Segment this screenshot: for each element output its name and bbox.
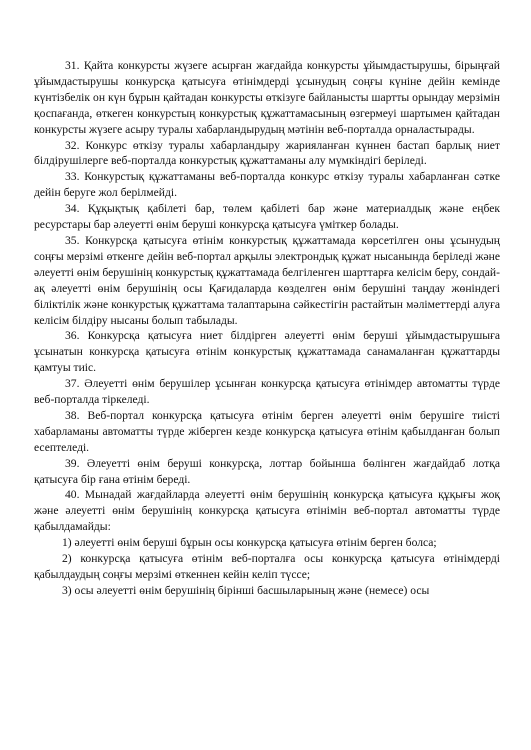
list-item-3: 3) осы әлеуетті өнім берушінің бірінші басшыларының және (немесе) осы [62,583,430,597]
list-item-1: 1) әлеуетті өнім беруші бұрын осы конкурсқа қатысуға өтінім берген болса; [62,536,437,550]
paragraph-35: 35. Конкурсқа қатысуға өтінім конкурстық құжаттамада көрсетілген оны ұсынудың соңғы мерзімі өткенге дейін веб-портал арқылы электрондық құжат нысанында беріледі және әлеуетті өнім берушінің конкурстық құжаттамада белгіленген шарттарға келісім беру, сондай-ақ әлеуетті өнім берушінің осы Қағидаларда көзделген өнім берушіні таңдау жөніндегі біліктілік және конкурстық құжаттама талаптарына сәйкестігін растайтын мәліметтерді алуға келісім білдіру нысаны болып табылады. [34,233,500,327]
paragraph-38: 38. Веб-портал конкурсқа қатысуға өтінім берген әлеуетті өнім берушіге тиісті хабарламаны автоматты түрде жіберген кезде конкурсқа қатысуға өтінім қабылданған болып есептеледі. [34,408,500,454]
paragraph-33: 33. Конкурстық құжаттаманы веб-порталда конкурс өткізу туралы хабарланған сәтке дейін беруге жол берілмейді. [34,170,500,200]
document-page [34,58,500,599]
paragraph-32: 32. Конкурс өткізу туралы хабарландыру жарияланған күннен бастап барлық ниет білдірушілерге веб-порталда конкурстық құжаттаманы алу мүмкіндігі беріледі. [34,138,500,168]
paragraph-34: 34. Құқықтық қабілеті бар, төлем қабілеті бар және материалдық және еңбек ресурстары бар әлеуетті өнім беруші конкурсқа қатысуға үміткер болады. [34,202,500,232]
paragraph-37: 37. Әлеуетті өнім берушілер ұсынған конкурсқа қатысуға өтінімдер автоматты түрде веб-порталда тіркеледі. [34,377,500,407]
paragraph-39: 39. Әлеуетті өнім беруші конкурсқа, лоттар бойынша бөлінген жағдайдаб лотқа қатысуға бір ғана өтінім береді. [34,456,500,486]
list-item-2: 2) конкурсқа қатысуға өтінім веб-порталға осы конкурсқа қатысуға өтінімдерді қабылдаудың соңғы мерзімі өткеннен кейін келіп түссе; [34,552,500,581]
paragraph-36: 36. Конкурсқа қатысуға ниет білдірген әлеуетті өнім беруші ұйымдастырушыға ұсынатын конкурсқа қатысуға өтінім конкурстық құжаттамада санамаланған құжаттарды қамтуы тиіс. [34,329,500,375]
paragraph-40: 40. Мынадай жағдайларда әлеуетті өнім берушінің конкурсқа қатысуға құқығы жоқ және әлеуетті өнім берушінің конкурсқа қатысуға өтінімін веб-портал автоматты түрде қабылдамайды: [34,488,500,534]
paragraph-31: 31. Қайта конкурсты жүзеге асырған жағдайда конкурсты ұйымдастырушы, бірыңғай ұйымдастырушы конкурсқа қатысуға өтінімдерді ұсынудың соңғы күніне дейін кемінде күнтізбелік он күн бұрын қайтадан конкурсты өткізуге байланысты шартты орындау мерзімін қоспағанда, өткеген конкурстың конкурстық құжаттамасының өзгермеуі шартымен қайтадан конкурсты жүзеге асыру туралы хабарландырудың мәтінін веб-порталда орналастырады. [34,59,500,136]
